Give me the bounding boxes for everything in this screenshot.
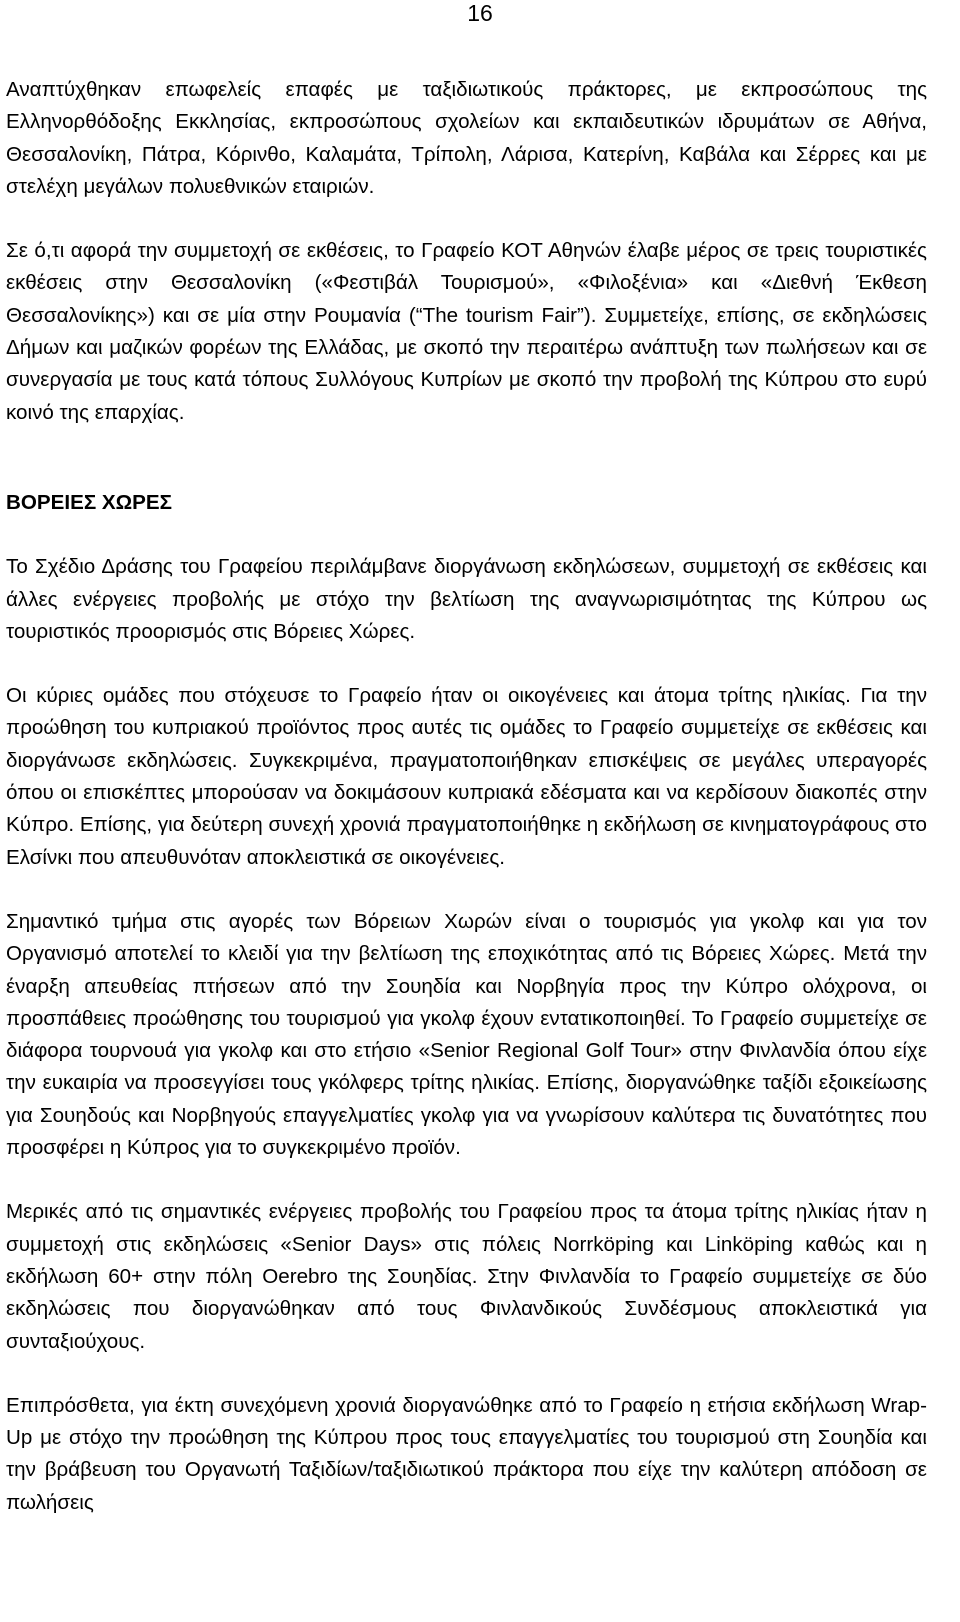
paragraph-exhibitions: Σε ό,τι αφορά την συμμετοχή σε εκθέσεις, το Γραφείο ΚΟΤ Αθηνών έλαβε μέρος σε τρεις τουριστικές εκθέσεις στην Θεσσαλονίκη («Φεστιβάλ Τουρισμού», «Φιλοξένια» και «Διεθνή Έκθεση Θεσσαλονίκης») και σε μία στην Ρουμανία (“The tourism Fair”). Συμμετείχε, επίσης, σε εκδηλώσεις Δήμων και μαζικών φορέων της Ελλάδας, με σκοπό την περαιτέρω ανάπτυξη των πωλήσεων και σε συνεργασία με τους κατά τόπους Συλλόγους Κυπρίων με σκοπό την προβολή της Κύπρου στο ευρύ κοινό της επαρχίας. — [6, 239, 927, 424]
paragraph-golf-tourism: Σημαντικό τμήμα στις αγορές των Βόρειων Χωρών είναι ο τουρισμός για γκολφ και για τον Οργανισμό αποτελεί το κλειδί για την βελτίωση της εποχικότητας από τις Βόρειες Χώρες. Μετά την έναρξη απευθείας πτήσεων από την Σουηδία και Νορβηγία προς την Κύπρο ολόχρονα, οι προσπάθειες προώθησης του τουρισμού για γκολφ έχουν εντατικοποιηθεί. Το Γραφείο συμμετείχε σε διάφορα τουρνουά για γκολφ και στο ετήσιο «Senior Regional Golf Tour» στην Φινλανδία όπου είχε την ευκαιρία να προσεγγίσει τους γκόλφερς τρίτης ηλικίας. Επίσης, διοργανώθηκε ταξίδι εξοικείωσης για Σουηδούς και Νορβηγούς επαγγελματίες γκολφ για να γνωρίσουν καλύτερα τις δυνατότητες που προσφέρει η Κύπρος για το συγκεκριμένο προϊόν. — [6, 909, 927, 1160]
document-body — [6, 74, 927, 1519]
paragraph-senior-events: Μερικές από τις σημαντικές ενέργειες προβολής του Γραφείου προς τα άτομα τρίτης ηλικίας ήταν η συμμετοχή στις εκδηλώσεις «Senior Days» στις πόλεις Norrköping και Linköping καθώς και η εκδήλωση 60+ στην πόλη Oerebro της Σουηδίας. Στην Φινλανδία το Γραφείο συμμετείχε σε δύο εκδηλώσεις που διοργανώθηκαν από τους Φινλανδικούς Συνδέσμους αποκλειστικά για συνταξιούχους. — [6, 1200, 927, 1353]
paragraph-wrap-up-event: Επιπρόσθετα, για έκτη συνεχόμενη χρονιά διοργανώθηκε από το Γραφείο η ετήσια εκδήλωση Wrap-Up με στόχο την προώθηση της Κύπρου προς τους επαγγελματίες του τουρισμού στη Σουηδία και την βράβευση του Οργανωτή Ταξιδίων/ταξιδιωτικού πράκτορα που είχε την καλύτερη απόδοση σε πωλήσεις — [6, 1393, 927, 1514]
paragraph-target-groups: Οι κύριες ομάδες που στόχευσε το Γραφείο ήταν οι οικογένειες και άτομα τρίτης ηλικίας. Για την προώθηση του κυπριακού προϊόντος προς αυτές τις ομάδες το Γραφείο συμμετείχε σε εκθέσεις και διοργάνωσε εκδηλώσεις. Συγκεκριμένα, πραγματοποιήθηκαν επισκέψεις σε μεγάλες υπεραγορές όπου οι επισκέπτες μπορούσαν να δοκιμάσουν κυπριακά εδέσματα και να κερδίσουν διακοπές στην Κύπρο. Επίσης, για δεύτερη συνεχή χρονιά πραγματοποιήθηκε η εκδήλωση σε κινηματογράφους στο Ελσίνκι που απευθυνόταν αποκλειστικά σε οικογένειες. — [6, 684, 928, 869]
page-number: 16 — [467, 0, 493, 26]
paragraph-contacts: Αναπτύχθηκαν επωφελείς επαφές με ταξιδιωτικούς πράκτορες, με εκπροσώπους της Ελληνορθόδοξης Εκκλησίας, εκπροσώπους σχολείων και εκπαιδευτικών ιδρυμάτων σε Αθήνα, Θεσσαλονίκη, Πάτρα, Κόρινθο, Καλαμάτα, Τρίπολη, Λάρισα, Κατερίνη, Καβάλα και Σέρρες και με στελέχη μεγάλων πολυεθνικών εταιριών. — [6, 78, 927, 198]
paragraph-action-plan: Το Σχέδιο Δράσης του Γραφείου περιλάμβανε διοργάνωση εκδηλώσεων, συμμετοχή σε εκθέσεις και άλλες ενέργειες προβολής με στόχο την βελτίωση της αναγνωρισιμότητας της Κύπρου ως τουριστικός προορισμός στις Βόρειες Χώρες. — [6, 555, 927, 643]
section-heading: ΒΟΡΕΙΕΣ ΧΩΡΕΣ — [6, 490, 172, 514]
